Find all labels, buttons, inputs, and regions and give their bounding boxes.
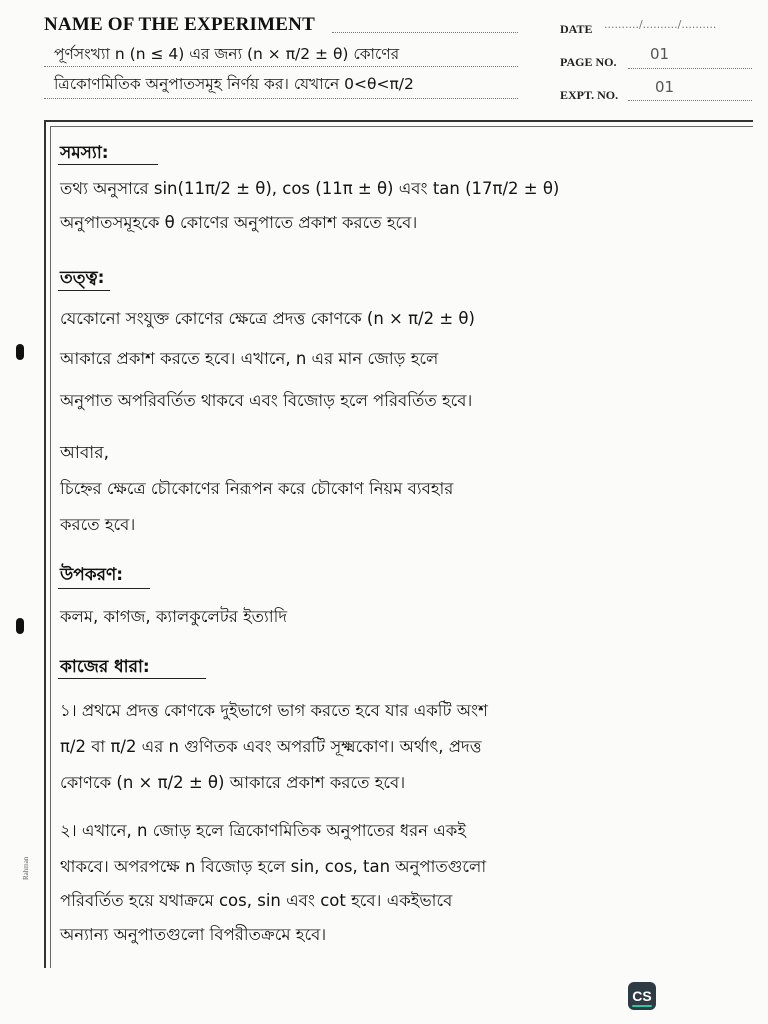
expt-no-value: 01	[655, 78, 675, 96]
expt-no-label: EXPT. NO.	[560, 88, 619, 102]
camscanner-logo-icon: CS	[628, 982, 656, 1010]
theory-line-1: যেকোনো সংযুক্ত কোণের ক্ষেত্রে প্রদত্ত কোণকে (n × π/2 ± θ)	[60, 309, 475, 328]
title-dotted-line	[332, 32, 518, 33]
again-line-1: চিহ্নের ক্ষেত্রে চৌকোণের নিরূপন করে চৌকোণ নিয়ম ব্যবহার	[60, 479, 454, 498]
again-line-2: করতে হবে।	[60, 515, 136, 534]
procedure-heading: কাজের ধারা:	[60, 657, 150, 677]
page-frame-top	[44, 120, 753, 122]
problem-heading: সমস্যা:	[60, 143, 109, 163]
procedure-line-1: ১। প্রথমে প্রদত্ত কোণকে দুইভাগে ভাগ করতে হবে যার একটি অংশ	[60, 701, 488, 720]
procedure-line-5: থাকবে। অপরপক্ষে n বিজোড় হলে sin, cos, tan অনুপাতগুলো	[60, 857, 487, 876]
page-no-label: PAGE NO.	[560, 55, 617, 69]
theory-line-2: আকারে প্রকাশ করতে হবে। এখানে, n এর মান জোড় হলে	[60, 349, 439, 368]
margin-note: Rahman	[22, 856, 30, 880]
binder-hole-bottom	[16, 618, 24, 634]
page-frame-left	[44, 120, 46, 968]
procedure-line-7: অন্যান্য অনুপাতগুলো বিপরীতক্রমে হবে।	[60, 925, 327, 944]
experiment-label: NAME OF THE EXPERIMENT	[44, 14, 315, 35]
theory-heading-underline	[58, 290, 110, 291]
title-dotted-line-3	[44, 98, 518, 99]
date-value: ........../........../..........	[604, 18, 717, 31]
theory-line-3: অনুপাত অপরিবর্তিত থাকবে এবং বিজোড় হলে পরিবর্তিত হবে।	[60, 391, 473, 410]
expt-dotted-line	[628, 100, 752, 101]
materials-line-1: কলম, কাগজ, ক্যালকুলেটর ইত্যাদি	[60, 607, 287, 626]
experiment-title-line-2: ত্রিকোণমিতিক অনুপাতসমূহ নির্ণয় কর। যেখানে 0<θ<π/2	[54, 75, 414, 93]
procedure-line-4: ২। এখানে, n জোড় হলে ত্রিকোণমিতিক অনুপাতের ধরন একই	[60, 821, 466, 840]
binder-hole-top	[16, 344, 24, 360]
experiment-title-line-1: পূর্ণসংখ্যা n (n ≤ 4) এর জন্য (n × π/2 ± θ) কোণের	[54, 45, 400, 63]
page-frame-left-inner	[50, 126, 51, 968]
problem-heading-underline	[58, 164, 158, 165]
theory-heading: তত্ত্ব:	[60, 268, 105, 288]
again-heading: আবার,	[60, 443, 109, 463]
problem-line-1: তথ্য অনুসারে sin(11π/2 ± θ), cos (11π ± θ) এবং tan (17π/2 ± θ)	[60, 179, 560, 198]
procedure-line-6: পরিবর্তিত হয়ে যথাক্রমে cos, sin এবং cot হবে। একইভাবে	[60, 891, 453, 910]
procedure-line-2: π/2 বা π/2 এর n গুণিতক এবং অপরটি সূক্ষ্মকোণ। অর্থাৎ, প্রদত্ত	[60, 737, 482, 756]
page-dotted-line	[628, 68, 752, 69]
materials-heading: উপকরণ:	[60, 565, 124, 585]
procedure-line-3: কোণকে (n × π/2 ± θ) আকারে প্রকাশ করতে হবে।	[60, 773, 406, 792]
date-label: DATE	[560, 22, 593, 36]
procedure-heading-underline	[58, 678, 206, 679]
problem-line-2: অনুপাতসমূহকে θ কোণের অনুপাতে প্রকাশ করতে হবে।	[60, 213, 418, 232]
page-no-value: 01	[650, 45, 670, 63]
title-dotted-line-2	[44, 66, 518, 67]
page-frame-top-inner	[50, 126, 753, 127]
materials-heading-underline	[58, 588, 150, 589]
